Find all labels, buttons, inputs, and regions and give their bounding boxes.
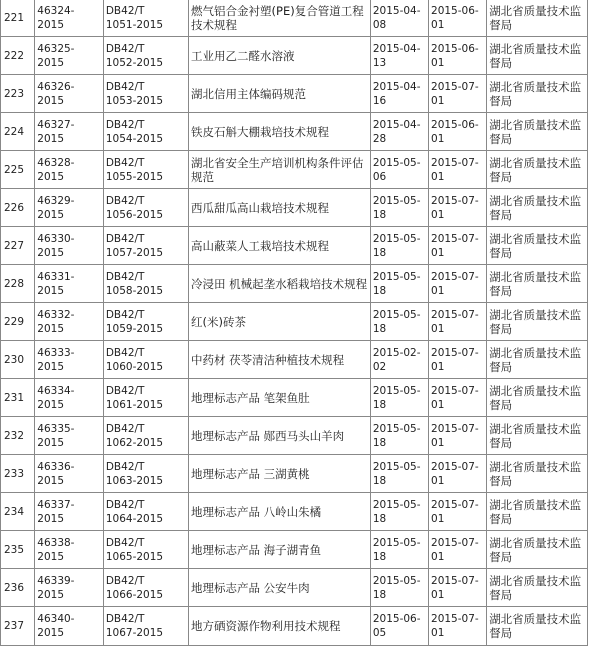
standard-name: 高山蔽菜人工栽培技术规程 — [189, 227, 371, 265]
effective-date-cell — [429, 0, 487, 37]
standard-code-cell — [103, 113, 188, 151]
effective-date-part2: 01 — [431, 208, 445, 221]
effective-date-cell — [429, 417, 487, 455]
record-number-part1: 46325- — [37, 42, 75, 55]
record-number-part1: 46326- — [37, 80, 75, 93]
table-row — [1, 493, 588, 531]
standard-code-part1: DB42/T — [105, 308, 145, 321]
effective-date-cell — [429, 37, 487, 75]
standard-code-cell — [103, 607, 188, 646]
table-row — [1, 113, 588, 151]
effective-date-part1: 2015-07- — [431, 232, 479, 245]
record-number-part1: 46324- — [37, 4, 75, 17]
standard-name: 红(米)砖茶 — [189, 303, 371, 341]
row-number: 237 — [1, 607, 35, 646]
record-number-part2: 2015 — [37, 588, 65, 601]
standard-code-part1: DB42/T — [105, 498, 145, 511]
record-number-part2: 2015 — [37, 436, 65, 449]
table-row — [1, 303, 588, 341]
approval-date-part1: 2015-05- — [372, 536, 421, 549]
approval-date-part1: 2015-05- — [372, 232, 421, 245]
approval-date-part2: 05 — [372, 627, 387, 639]
effective-date-part2: 01 — [431, 132, 445, 145]
record-number-cell — [35, 493, 104, 531]
standard-code-part2: 1058-2015 — [105, 284, 164, 297]
approval-date-cell — [370, 75, 428, 113]
effective-date-part1: 2015-07- — [431, 308, 479, 321]
standard-code-part1: DB42/T — [105, 574, 145, 587]
standard-code-cell — [103, 493, 188, 531]
table-row — [1, 531, 588, 569]
effective-date-cell — [429, 265, 487, 303]
issuing-authority: 湖北省质量技术监督局 — [487, 227, 588, 265]
record-number-cell — [35, 75, 104, 113]
table-row — [1, 189, 588, 227]
effective-date-cell — [429, 75, 487, 113]
standard-code-part1: DB42/T — [105, 232, 145, 245]
record-number-part2: 2015 — [37, 512, 65, 525]
standard-code-part1: DB42/T — [105, 346, 145, 359]
row-number: 222 — [1, 37, 35, 75]
approval-date-part2: 18 — [372, 398, 387, 411]
issuing-authority: 湖北省质量技术监督局 — [487, 455, 588, 493]
row-number: 236 — [1, 569, 35, 607]
effective-date-part1: 2015-06- — [431, 4, 479, 17]
effective-date-part2: 01 — [431, 56, 445, 69]
issuing-authority: 湖北省质量技术监督局 — [487, 265, 588, 303]
issuing-authority: 湖北省质量技术监督局 — [487, 37, 588, 75]
approval-date-part1: 2015-05- — [372, 156, 421, 169]
approval-date-part2: 18 — [372, 284, 387, 297]
record-number-part1: 46329- — [37, 194, 75, 207]
record-number-cell — [35, 531, 104, 569]
record-number-part1: 46331- — [37, 270, 75, 283]
standard-code-part2: 1056-2015 — [105, 208, 164, 221]
effective-date-cell — [429, 303, 487, 341]
approval-date-cell — [370, 265, 428, 303]
standards-table-body — [1, 0, 588, 646]
effective-date-part1: 2015-06- — [431, 118, 479, 131]
standard-code-part1: DB42/T — [105, 460, 145, 473]
standard-name: 地理标志产品 三湖黄桃 — [189, 455, 371, 493]
standard-code-part1: DB42/T — [105, 270, 145, 283]
standard-code-part2: 1064-2015 — [105, 512, 164, 525]
approval-date-part2: 18 — [372, 208, 387, 221]
approval-date-part1: 2015-05- — [372, 308, 421, 321]
row-number: 228 — [1, 265, 35, 303]
effective-date-part2: 01 — [431, 94, 445, 107]
effective-date-part2: 01 — [431, 360, 445, 373]
standard-code-part2: 1062-2015 — [105, 436, 164, 449]
issuing-authority: 湖北省质量技术监督局 — [487, 303, 588, 341]
effective-date-part2: 01 — [431, 170, 445, 183]
table-row — [1, 37, 588, 75]
table-row — [1, 151, 588, 189]
record-number-part1: 46334- — [37, 384, 75, 397]
effective-date-cell — [429, 341, 487, 379]
approval-date-part1: 2015-04- — [372, 118, 421, 131]
effective-date-cell — [429, 379, 487, 417]
record-number-cell — [35, 113, 104, 151]
effective-date-part1: 2015-07- — [431, 346, 479, 359]
standard-name: 地理标志产品 笔架鱼肚 — [189, 379, 371, 417]
record-number-part1: 46339- — [37, 574, 75, 587]
effective-date-cell — [429, 227, 487, 265]
effective-date-cell — [429, 151, 487, 189]
standard-name: 地理标志产品 郧西马头山羊肉 — [189, 417, 371, 455]
standard-code-cell — [103, 227, 188, 265]
approval-date-part2: 06 — [372, 170, 387, 183]
standard-code-cell — [103, 569, 188, 607]
table-row — [1, 265, 588, 303]
approval-date-part2: 13 — [372, 56, 387, 69]
approval-date-cell — [370, 493, 428, 531]
effective-date-part2: 01 — [431, 550, 445, 563]
approval-date-cell — [370, 531, 428, 569]
approval-date-cell — [370, 607, 428, 646]
row-number: 231 — [1, 379, 35, 417]
record-number-cell — [35, 569, 104, 607]
approval-date-part1: 2015-02- — [372, 346, 421, 359]
record-number-cell — [35, 303, 104, 341]
issuing-authority: 湖北省质量技术监督局 — [487, 341, 588, 379]
approval-date-part2: 18 — [372, 550, 387, 563]
record-number-part2: 2015 — [37, 18, 65, 31]
approval-date-cell — [370, 113, 428, 151]
approval-date-part2: 18 — [372, 322, 387, 335]
table-row — [1, 0, 588, 37]
record-number-part2: 2015 — [37, 398, 65, 411]
record-number-cell — [35, 455, 104, 493]
approval-date-part1: 2015-04- — [372, 42, 421, 55]
standard-name: 地理标志产品 公安牛肉 — [189, 569, 371, 607]
effective-date-part1: 2015-07- — [431, 498, 479, 511]
effective-date-part1: 2015-07- — [431, 613, 479, 625]
standard-code-part2: 1060-2015 — [105, 360, 164, 373]
effective-date-part1: 2015-07- — [431, 156, 479, 169]
row-number: 232 — [1, 417, 35, 455]
issuing-authority: 湖北省质量技术监督局 — [487, 75, 588, 113]
table-row — [1, 569, 588, 607]
record-number-cell — [35, 379, 104, 417]
issuing-authority: 湖北省质量技术监督局 — [487, 379, 588, 417]
standard-code-cell — [103, 265, 188, 303]
approval-date-part2: 18 — [372, 512, 387, 525]
record-number-cell — [35, 151, 104, 189]
approval-date-part1: 2015-05- — [372, 384, 421, 397]
standard-name: 湖北信用主体编码规范 — [189, 75, 371, 113]
row-number: 225 — [1, 151, 35, 189]
record-number-part2: 2015 — [37, 246, 65, 259]
standard-name: 铁皮石斛大棚栽培技术规程 — [189, 113, 371, 151]
effective-date-cell — [429, 531, 487, 569]
issuing-authority: 湖北省质量技术监督局 — [487, 417, 588, 455]
effective-date-part1: 2015-07- — [431, 422, 479, 435]
table-row — [1, 417, 588, 455]
record-number-part1: 46332- — [37, 308, 75, 321]
standard-code-part2: 1052-2015 — [105, 56, 164, 69]
effective-date-part2: 01 — [431, 474, 445, 487]
standard-name: 地理标志产品 海子湖青鱼 — [189, 531, 371, 569]
standard-code-cell — [103, 75, 188, 113]
approval-date-part1: 2015-05- — [372, 460, 421, 473]
standard-code-part2: 1063-2015 — [105, 474, 164, 487]
standard-code-part1: DB42/T — [105, 156, 145, 169]
standard-code-part1: DB42/T — [105, 536, 145, 549]
effective-date-part2: 01 — [431, 398, 445, 411]
record-number-part2: 2015 — [37, 94, 65, 107]
effective-date-part2: 01 — [431, 512, 445, 525]
effective-date-part1: 2015-07- — [431, 536, 479, 549]
approval-date-cell — [370, 417, 428, 455]
row-number: 230 — [1, 341, 35, 379]
table-row — [1, 607, 588, 646]
table-row — [1, 455, 588, 493]
approval-date-part2: 18 — [372, 474, 387, 487]
record-number-part1: 46336- — [37, 460, 75, 473]
approval-date-part1: 2015-04- — [372, 4, 421, 17]
approval-date-cell — [370, 455, 428, 493]
standard-code-part2: 1065-2015 — [105, 550, 164, 563]
approval-date-part2: 08 — [372, 18, 387, 31]
standard-code-part1: DB42/T — [105, 118, 145, 131]
approval-date-cell — [370, 37, 428, 75]
record-number-part1: 46335- — [37, 422, 75, 435]
record-number-part1: 46327- — [37, 118, 75, 131]
effective-date-part1: 2015-07- — [431, 194, 479, 207]
row-number: 223 — [1, 75, 35, 113]
table-row — [1, 379, 588, 417]
standard-code-part2: 1061-2015 — [105, 398, 164, 411]
approval-date-cell — [370, 151, 428, 189]
record-number-part2: 2015 — [37, 550, 65, 563]
standard-name: 冷浸田 机械起垄水稻栽培技术规程 — [189, 265, 371, 303]
record-number-part2: 2015 — [37, 56, 65, 69]
approval-date-cell — [370, 569, 428, 607]
record-number-part2: 2015 — [37, 284, 65, 297]
approval-date-cell — [370, 189, 428, 227]
record-number-part2: 2015 — [37, 627, 65, 639]
effective-date-part2: 01 — [431, 284, 445, 297]
approval-date-part2: 18 — [372, 588, 387, 601]
record-number-part1: 46333- — [37, 346, 75, 359]
effective-date-part2: 01 — [431, 18, 445, 31]
row-number: 229 — [1, 303, 35, 341]
standard-code-cell — [103, 417, 188, 455]
standard-code-part2: 1055-2015 — [105, 170, 164, 183]
standard-code-cell — [103, 151, 188, 189]
effective-date-cell — [429, 569, 487, 607]
approval-date-cell — [370, 227, 428, 265]
record-number-cell — [35, 189, 104, 227]
effective-date-part1: 2015-07- — [431, 460, 479, 473]
effective-date-part2: 01 — [431, 436, 445, 449]
approval-date-part2: 18 — [372, 246, 387, 259]
record-number-part1: 46338- — [37, 536, 75, 549]
standard-name: 湖北省安全生产培训机构条件评估规范 — [189, 151, 371, 189]
issuing-authority: 湖北省质量技术监督局 — [487, 493, 588, 531]
record-number-cell — [35, 417, 104, 455]
standard-code-cell — [103, 0, 188, 37]
record-number-part1: 46328- — [37, 156, 75, 169]
approval-date-cell — [370, 379, 428, 417]
approval-date-part1: 2015-04- — [372, 80, 421, 93]
effective-date-cell — [429, 607, 487, 646]
record-number-cell — [35, 341, 104, 379]
issuing-authority: 湖北省质量技术监督局 — [487, 189, 588, 227]
table-row — [1, 75, 588, 113]
standard-code-part2: 1066-2015 — [105, 588, 164, 601]
record-number-cell — [35, 265, 104, 303]
standard-code-part2: 1051-2015 — [105, 18, 164, 31]
approval-date-cell — [370, 341, 428, 379]
record-number-cell — [35, 607, 104, 646]
effective-date-cell — [429, 113, 487, 151]
standard-code-cell — [103, 37, 188, 75]
approval-date-part1: 2015-05- — [372, 422, 421, 435]
record-number-part1: 46330- — [37, 232, 75, 245]
record-number-part2: 2015 — [37, 322, 65, 335]
row-number: 233 — [1, 455, 35, 493]
standard-code-cell — [103, 531, 188, 569]
table-row — [1, 341, 588, 379]
standard-name: 工业用乙二醛水溶液 — [189, 37, 371, 75]
standard-name: 地理标志产品 八岭山朱橘 — [189, 493, 371, 531]
standard-code-part1: DB42/T — [105, 42, 145, 55]
standard-code-part2: 1059-2015 — [105, 322, 164, 335]
standard-code-cell — [103, 341, 188, 379]
standard-code-part2: 1067-2015 — [105, 627, 164, 639]
standard-name: 地方硒资源作物利用技术规程 — [189, 607, 371, 646]
row-number: 227 — [1, 227, 35, 265]
approval-date-cell — [370, 0, 428, 37]
record-number-cell — [35, 0, 104, 37]
standard-code-part1: DB42/T — [105, 4, 145, 17]
record-number-part2: 2015 — [37, 360, 65, 373]
record-number-part2: 2015 — [37, 132, 65, 145]
approval-date-part2: 28 — [372, 132, 387, 145]
effective-date-part2: 01 — [431, 322, 445, 335]
approval-date-part1: 2015-05- — [372, 498, 421, 511]
issuing-authority: 湖北省质量技术监督局 — [487, 113, 588, 151]
standard-code-part2: 1053-2015 — [105, 94, 164, 107]
table-row — [1, 227, 588, 265]
standard-code-cell — [103, 189, 188, 227]
issuing-authority: 湖北省质量技术监督局 — [487, 569, 588, 607]
approval-date-part1: 2015-05- — [372, 194, 421, 207]
issuing-authority: 湖北省质量技术监督局 — [487, 0, 588, 37]
standard-code-part2: 1054-2015 — [105, 132, 164, 145]
standard-code-part1: DB42/T — [105, 194, 145, 207]
issuing-authority: 湖北省质量技术监督局 — [487, 151, 588, 189]
record-number-part2: 2015 — [37, 170, 65, 183]
effective-date-part2: 01 — [431, 627, 445, 639]
issuing-authority: 湖北省质量技术监督局 — [487, 531, 588, 569]
standard-name: 燃气铝合金衬塑(PE)复合管道工程技术规程 — [189, 0, 371, 37]
record-number-part1: 46337- — [37, 498, 75, 511]
standard-code-part1: DB42/T — [105, 422, 145, 435]
standard-name: 中药材 茯苓清洁种植技术规程 — [189, 341, 371, 379]
record-number-part2: 2015 — [37, 208, 65, 221]
standard-code-part2: 1057-2015 — [105, 246, 164, 259]
approval-date-part2: 18 — [372, 436, 387, 449]
row-number: 226 — [1, 189, 35, 227]
effective-date-part1: 2015-07- — [431, 80, 479, 93]
approval-date-part1: 2015-06- — [372, 613, 421, 625]
row-number: 221 — [1, 0, 35, 37]
effective-date-cell — [429, 455, 487, 493]
effective-date-part1: 2015-07- — [431, 574, 479, 587]
record-number-part1: 46340- — [37, 613, 75, 625]
standard-code-cell — [103, 455, 188, 493]
effective-date-cell — [429, 493, 487, 531]
record-number-cell — [35, 37, 104, 75]
record-number-cell — [35, 227, 104, 265]
row-number: 234 — [1, 493, 35, 531]
approval-date-part1: 2015-05- — [372, 270, 421, 283]
effective-date-part2: 01 — [431, 246, 445, 259]
standard-code-part1: DB42/T — [105, 80, 145, 93]
issuing-authority: 湖北省质量技术监督局 — [487, 607, 588, 646]
standard-code-part1: DB42/T — [105, 613, 145, 625]
approval-date-cell — [370, 303, 428, 341]
record-number-part2: 2015 — [37, 474, 65, 487]
standard-code-cell — [103, 303, 188, 341]
approval-date-part2: 16 — [372, 94, 387, 107]
effective-date-part1: 2015-07- — [431, 270, 479, 283]
approval-date-part2: 02 — [372, 360, 387, 373]
effective-date-part1: 2015-07- — [431, 384, 479, 397]
standard-code-part1: DB42/T — [105, 384, 145, 397]
standard-name: 西瓜甜瓜高山栽培技术规程 — [189, 189, 371, 227]
row-number: 224 — [1, 113, 35, 151]
row-number: 235 — [1, 531, 35, 569]
approval-date-part1: 2015-05- — [372, 574, 421, 587]
effective-date-cell — [429, 189, 487, 227]
effective-date-part1: 2015-06- — [431, 42, 479, 55]
standard-code-cell — [103, 379, 188, 417]
effective-date-part2: 01 — [431, 588, 445, 601]
